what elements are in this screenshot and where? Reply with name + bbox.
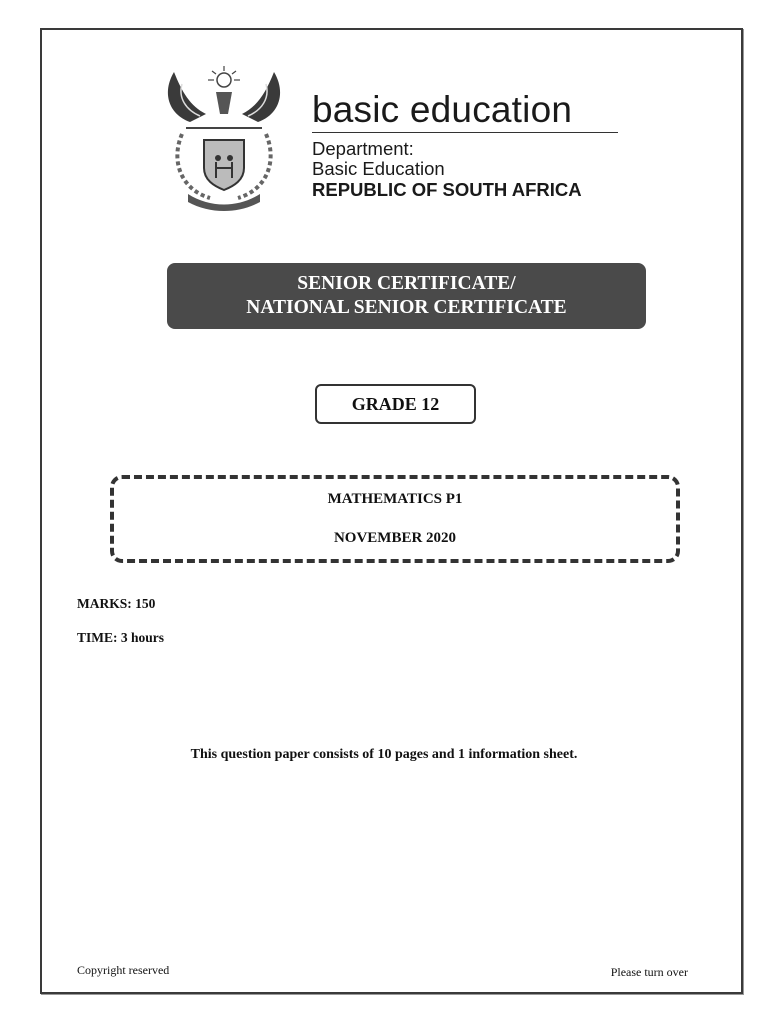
department-name: Basic Education	[312, 158, 445, 179]
certificate-line-1: SENIOR CERTIFICATE/	[297, 273, 516, 294]
brand-title: basic education	[312, 89, 573, 130]
subject-title: MATHEMATICS P1	[327, 491, 463, 507]
time-info: TIME: 3 hours	[77, 630, 165, 645]
exam-session: NOVEMBER 2020	[333, 530, 457, 546]
marks-info: MARKS: 150	[77, 596, 156, 611]
department-header	[312, 90, 622, 201]
brand-divider	[312, 132, 618, 133]
exam-box	[110, 475, 680, 563]
copyright-footer: Copyright reserved	[77, 963, 170, 977]
department-label: Department:	[312, 138, 414, 159]
country-name: REPUBLIC OF SOUTH AFRICA	[312, 179, 582, 200]
certificate-line-2: NATIONAL SENIOR CERTIFICATE	[246, 297, 567, 318]
pages-note: This question paper consists of 10 pages and 1 information sheet.	[190, 747, 578, 762]
coat-of-arms-emblem	[160, 62, 288, 212]
certificate-banner	[167, 263, 646, 329]
grade-label: GRADE 12	[315, 384, 476, 424]
turn-over-footer: Please turn over	[610, 965, 688, 979]
